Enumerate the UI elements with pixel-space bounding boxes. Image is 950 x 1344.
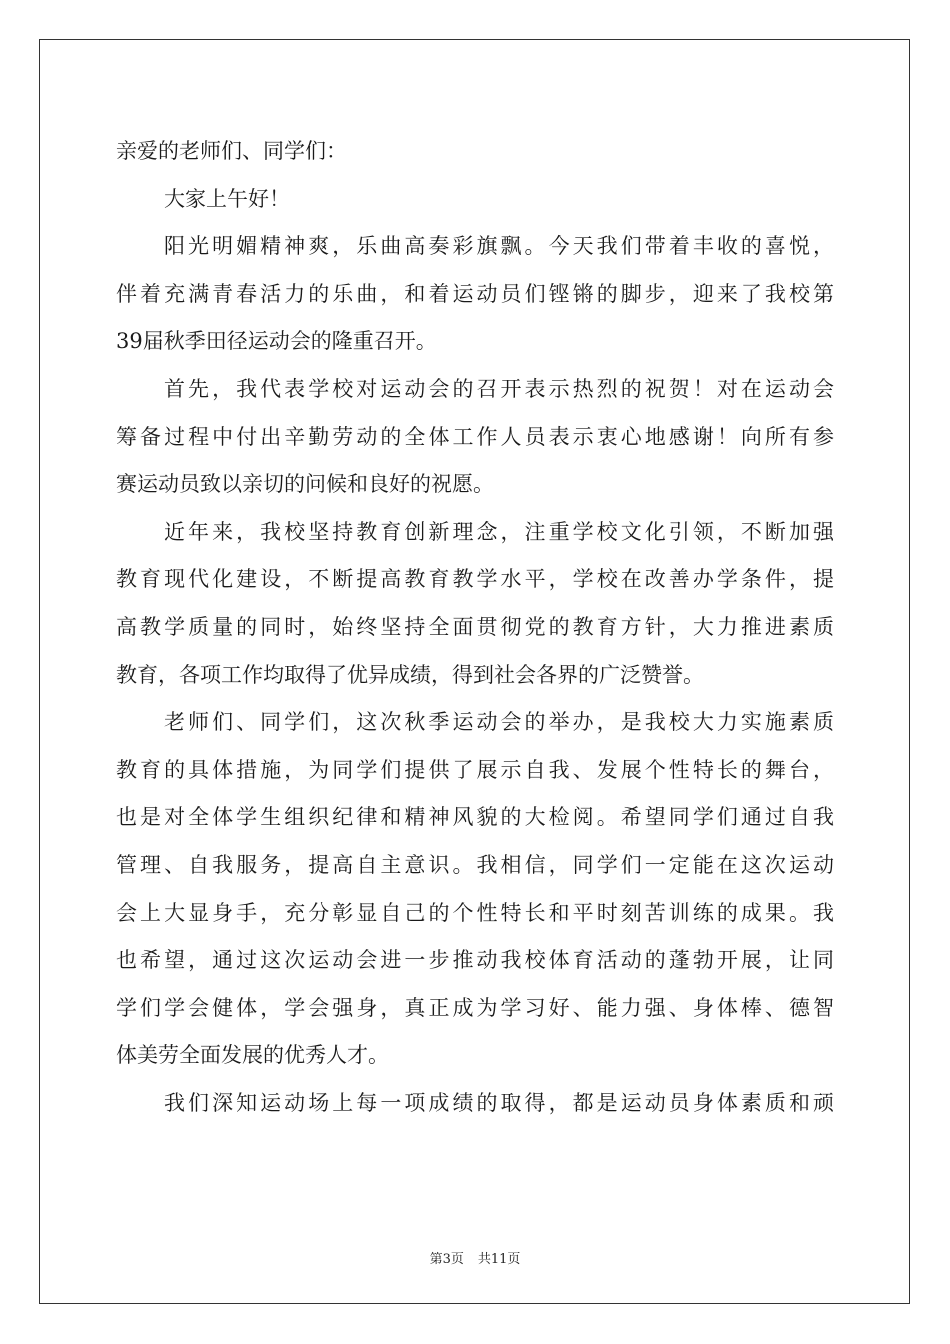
paragraph-2-line-1: 首先，我代表学校对运动会的召开表示热烈的祝贺！对在运动会: [164, 376, 834, 401]
paragraph-3-line-3: 高教学质量的同时，始终坚持全面贯彻党的教育方针，大力推进素质: [116, 614, 834, 639]
paragraph-3-line-4: 教育，各项工作均取得了优异成绩，得到社会各界的广泛赞誉。: [116, 662, 704, 687]
paragraph-1-line-1: 阳光明媚精神爽，乐曲高奏彩旗飘。今天我们带着丰收的喜悦，: [164, 234, 834, 259]
paragraph-1-line-2: 伴着充满青春活力的乐曲，和着运动员们铿锵的脚步，迎来了我校第: [116, 281, 834, 306]
paragraph-2-line-3: 赛运动员致以亲切的问候和良好的祝愿。: [116, 472, 494, 497]
salutation-line: 亲爱的老师们、同学们：: [116, 139, 347, 163]
paragraph-4-line-4: 管理、自我服务，提高自主意识。我相信，同学们一定能在这次运动: [116, 852, 834, 877]
paragraph-4-line-8: 体美劳全面发展的优秀人才。: [116, 1043, 389, 1068]
paragraph-5-line-1: 我们深知运动场上每一项成绩的取得，都是运动员身体素质和顽: [164, 1090, 834, 1115]
paragraph-2-line-2: 筹备过程中付出辛勤劳动的全体工作人员表示衷心地感谢！向所有参: [116, 424, 834, 449]
page-footer: [0, 1248, 950, 1267]
paragraph-4-line-6: 也希望，通过这次运动会进一步推动我校体育活动的蓬勃开展，让同: [116, 948, 834, 973]
paragraph-4-line-7: 学们学会健体，学会强身，真正成为学习好、能力强、身体棒、德智: [116, 995, 834, 1020]
document-body: [116, 128, 834, 1127]
total-pages: 共11页: [477, 1252, 521, 1267]
paragraph-4-line-3: 也是对全体学生组织纪律和精神风貌的大检阅。希望同学们通过自我: [116, 805, 834, 830]
paragraph-1-line-3: 39届秋季田径运动会的隆重召开。: [116, 329, 437, 354]
paragraph-4-line-1: 老师们、同学们，这次秋季运动会的举办，是我校大力实施素质: [164, 710, 834, 735]
greeting-line: 大家上午好！: [164, 186, 290, 211]
paragraph-4-line-5: 会上大显身手，充分彰显自己的个性特长和平时刻苦训练的成果。我: [116, 900, 834, 925]
paragraph-3-line-2: 教育现代化建设，不断提高教育教学水平，学校在改善办学条件，提: [116, 567, 834, 592]
page-number: 第3页: [429, 1252, 464, 1267]
paragraph-3-line-1: 近年来，我校坚持教育创新理念，注重学校文化引领，不断加强: [164, 519, 834, 544]
paragraph-4-line-2: 教育的具体措施，为同学们提供了展示自我、发展个性特长的舞台，: [116, 757, 834, 782]
